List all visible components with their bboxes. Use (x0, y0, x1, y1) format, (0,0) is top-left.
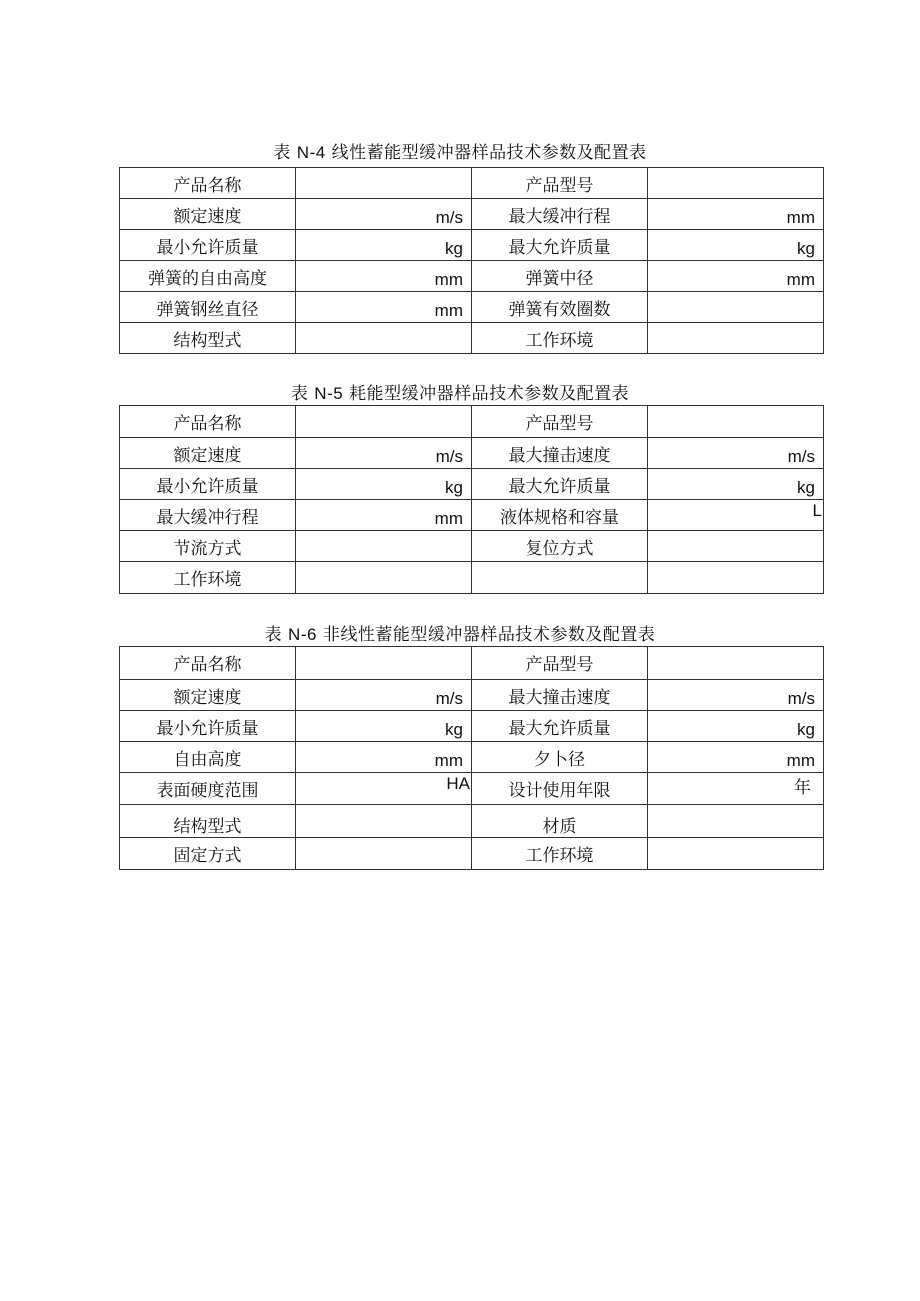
unit-label: mm (434, 270, 463, 289)
table-caption-n6 (0, 625, 920, 645)
param-value-cell[interactable] (296, 647, 472, 680)
param-value-cell[interactable] (296, 168, 472, 199)
param-label: 表面硬度范围 (120, 773, 296, 805)
table-caption-n4 (0, 143, 920, 163)
caption-number: N-6 (288, 625, 317, 644)
spec-table-n5 (119, 405, 824, 594)
param-label: 结构型式 (120, 323, 296, 354)
param-value-cell[interactable] (296, 531, 472, 562)
table-row (120, 531, 824, 562)
caption-number: N-4 (296, 143, 326, 162)
unit-label: mm (434, 751, 463, 770)
param-value-cell[interactable] (648, 500, 824, 531)
unit-label: 年 (794, 778, 811, 798)
param-value-cell[interactable] (648, 438, 824, 469)
param-value-cell[interactable] (296, 680, 472, 711)
spec-table-n6 (119, 646, 824, 870)
table-row (120, 500, 824, 531)
param-value-cell[interactable] (648, 261, 824, 292)
caption-prefix: 表 (273, 143, 291, 163)
param-value-cell[interactable] (648, 230, 824, 261)
unit-label: mm (434, 301, 463, 320)
param-value-cell[interactable] (296, 323, 472, 354)
param-label: 额定速度 (120, 680, 296, 711)
table-row (120, 647, 824, 680)
param-value-cell[interactable] (296, 438, 472, 469)
param-label: 材质 (472, 805, 648, 838)
unit-label: L (812, 501, 822, 520)
param-value-cell[interactable] (648, 773, 824, 805)
unit-label: kg (797, 478, 815, 497)
param-label: 液体规格和容量 (472, 500, 648, 531)
param-label: 工作环境 (120, 562, 296, 594)
table-row (120, 469, 824, 500)
param-label: 产品型号 (472, 168, 648, 199)
param-label: 产品名称 (120, 647, 296, 680)
table-caption-n5 (0, 384, 920, 404)
param-label: 弹簧有效圈数 (472, 292, 648, 323)
param-value-cell[interactable] (648, 292, 824, 323)
param-value-cell[interactable] (296, 711, 472, 742)
unit-label: kg (797, 720, 815, 739)
param-value-cell[interactable] (648, 199, 824, 230)
unit-label: m/s (435, 689, 463, 708)
caption-title: 非线性蓄能型缓冲器样品技术参数及配置表 (322, 625, 656, 645)
param-label: 最小允许质量 (120, 230, 296, 261)
param-label: 弹簧的自由高度 (120, 261, 296, 292)
param-label: 最大缓冲行程 (120, 500, 296, 531)
unit-label: mm (434, 509, 463, 528)
param-label: 设计使用年限 (472, 773, 648, 805)
param-label: 弹簧中径 (472, 261, 648, 292)
param-value-cell[interactable] (296, 261, 472, 292)
param-value-cell[interactable] (648, 647, 824, 680)
unit-label: kg (445, 478, 463, 497)
param-label: 产品型号 (472, 647, 648, 680)
param-label: 额定速度 (120, 438, 296, 469)
param-label: 产品型号 (472, 406, 648, 438)
unit-label: m/s (787, 689, 815, 708)
unit-label: mm (786, 208, 815, 227)
param-value-cell[interactable] (296, 406, 472, 438)
param-value-cell[interactable] (648, 680, 824, 711)
table-row (120, 406, 824, 438)
param-value-cell[interactable] (296, 838, 472, 870)
param-label: 最大缓冲行程 (472, 199, 648, 230)
param-label: 产品名称 (120, 406, 296, 438)
param-label: 固定方式 (120, 838, 296, 870)
param-value-cell[interactable] (648, 742, 824, 773)
unit-label: m/s (787, 447, 815, 466)
unit-label: kg (445, 239, 463, 258)
unit-label: kg (797, 239, 815, 258)
caption-prefix: 表 (290, 384, 309, 404)
param-label: 最大撞击速度 (472, 438, 648, 469)
param-label: 最大允许质量 (472, 230, 648, 261)
table-row (120, 773, 824, 805)
param-value-cell[interactable] (296, 500, 472, 531)
param-label: 产品名称 (120, 168, 296, 199)
param-value-cell[interactable] (648, 531, 824, 562)
param-value-cell[interactable] (296, 742, 472, 773)
param-label: 弹簧钢丝直径 (120, 292, 296, 323)
param-label: 额定速度 (120, 199, 296, 230)
table-row (120, 562, 824, 594)
param-value-cell[interactable] (648, 406, 824, 438)
unit-label: mm (786, 751, 815, 770)
param-value-cell[interactable] (296, 292, 472, 323)
caption-title: 耗能型缓冲器样品技术参数及配置表 (349, 384, 630, 404)
param-label: 结构型式 (120, 805, 296, 838)
unit-label: m/s (435, 208, 463, 227)
param-value-cell[interactable] (648, 469, 824, 500)
unit-label: kg (445, 720, 463, 739)
param-value-cell[interactable] (648, 562, 824, 594)
table-row (120, 805, 824, 838)
table-row (120, 438, 824, 469)
unit-label: m/s (435, 447, 463, 466)
param-value-cell[interactable] (296, 230, 472, 261)
param-label: 自由高度 (120, 742, 296, 773)
param-value-cell[interactable] (648, 838, 824, 870)
param-value-cell[interactable] (296, 805, 472, 838)
param-label: 最大允许质量 (472, 711, 648, 742)
table-row (120, 261, 824, 292)
param-label: 工作环境 (472, 838, 648, 870)
param-label: 工作环境 (472, 323, 648, 354)
param-label: 最大撞击速度 (472, 680, 648, 711)
param-value-cell[interactable] (648, 323, 824, 354)
param-value-cell[interactable] (296, 773, 472, 805)
table-row (120, 838, 824, 870)
param-value-cell[interactable] (648, 805, 824, 838)
table-row (120, 199, 824, 230)
table-row (120, 323, 824, 354)
table-row (120, 711, 824, 742)
param-value-cell[interactable] (296, 469, 472, 500)
caption-number: N-5 (314, 384, 344, 403)
param-label (472, 562, 648, 594)
param-value-cell[interactable] (296, 199, 472, 230)
param-value-cell[interactable] (648, 168, 824, 199)
param-value-cell[interactable] (296, 562, 472, 594)
param-label: 节流方式 (120, 531, 296, 562)
param-label: 复位方式 (472, 531, 648, 562)
table-row (120, 230, 824, 261)
param-label: 最大允许质量 (472, 469, 648, 500)
unit-label: mm (786, 270, 815, 289)
param-label: 夕卜径 (472, 742, 648, 773)
table-row (120, 742, 824, 773)
param-label: 最小允许质量 (120, 469, 296, 500)
caption-title: 线性蓄能型缓冲器样品技术参数及配置表 (331, 143, 647, 163)
param-value-cell[interactable] (648, 711, 824, 742)
spec-table-n4 (119, 167, 824, 354)
table-row (120, 680, 824, 711)
unit-label: HA (446, 774, 470, 793)
table-row (120, 292, 824, 323)
caption-prefix: 表 (264, 625, 283, 645)
param-label: 最小允许质量 (120, 711, 296, 742)
table-row (120, 168, 824, 199)
